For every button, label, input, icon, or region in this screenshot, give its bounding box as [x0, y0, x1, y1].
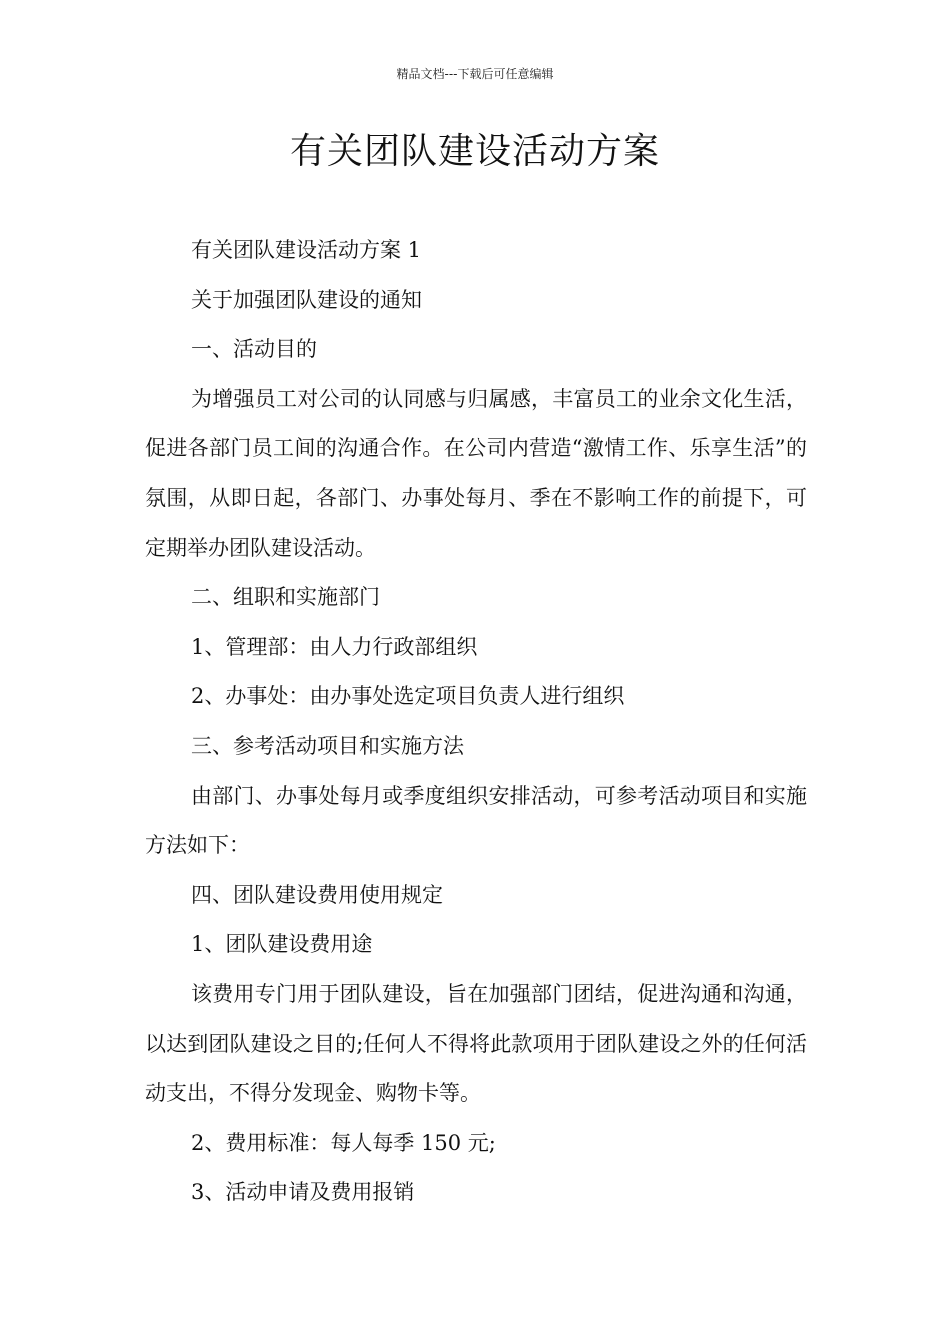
paragraph-subtitle: 有关团队建设活动方案 1 — [191, 238, 422, 262]
paragraph-activities: 由部门、办事处每月或季度组织安排活动，可参考活动项目和实施方法如下： — [145, 783, 807, 858]
section-heading-organization: 二、组职和实施部门 — [191, 585, 380, 610]
paragraph-purpose: 为增强员工对公司的认同感与归属感，丰富员工的业余文化生活，促进各部门员工间的沟通合作。在公司内营造“激情工作、乐享生活”的氛围，从即日起，各部门、办事处每月、季在不影响工作的前提下，可定期举办团队建设活动。 — [145, 386, 807, 560]
paragraph-expense-purpose: 该费用专门用于团队建设，旨在加强部门团结，促进沟通和沟通，以达到团队建设之目的;任何人不得将此款项用于团队建设之外的任何活动支出，不得分发现金、购物卡等。 — [145, 981, 807, 1106]
paragraph-notice-title: 关于加强团队建设的通知 — [191, 287, 422, 312]
section-heading-expenses: 四、团队建设费用使用规定 — [191, 882, 443, 907]
list-item-office: 2、办事处：由办事处选定项目负责人进行组织 — [191, 684, 625, 709]
list-item-application: 3、活动申请及费用报销 — [191, 1180, 415, 1205]
document-title: 有关团队建设活动方案 — [289, 131, 660, 172]
list-item-management: 1、管理部：由人力行政部组织 — [191, 634, 478, 659]
document-body — [145, 226, 807, 1218]
section-heading-purpose: 一、活动目的 — [191, 337, 317, 362]
section-heading-activities: 三、参考活动项目和实施方法 — [191, 733, 464, 758]
header-note: 精品文档---下载后可任意编辑 — [396, 67, 554, 81]
list-item-expense-standard: 2、费用标准：每人每季 150 元; — [191, 1130, 496, 1155]
list-item-expense-purpose: 1、团队建设费用途 — [191, 932, 373, 957]
